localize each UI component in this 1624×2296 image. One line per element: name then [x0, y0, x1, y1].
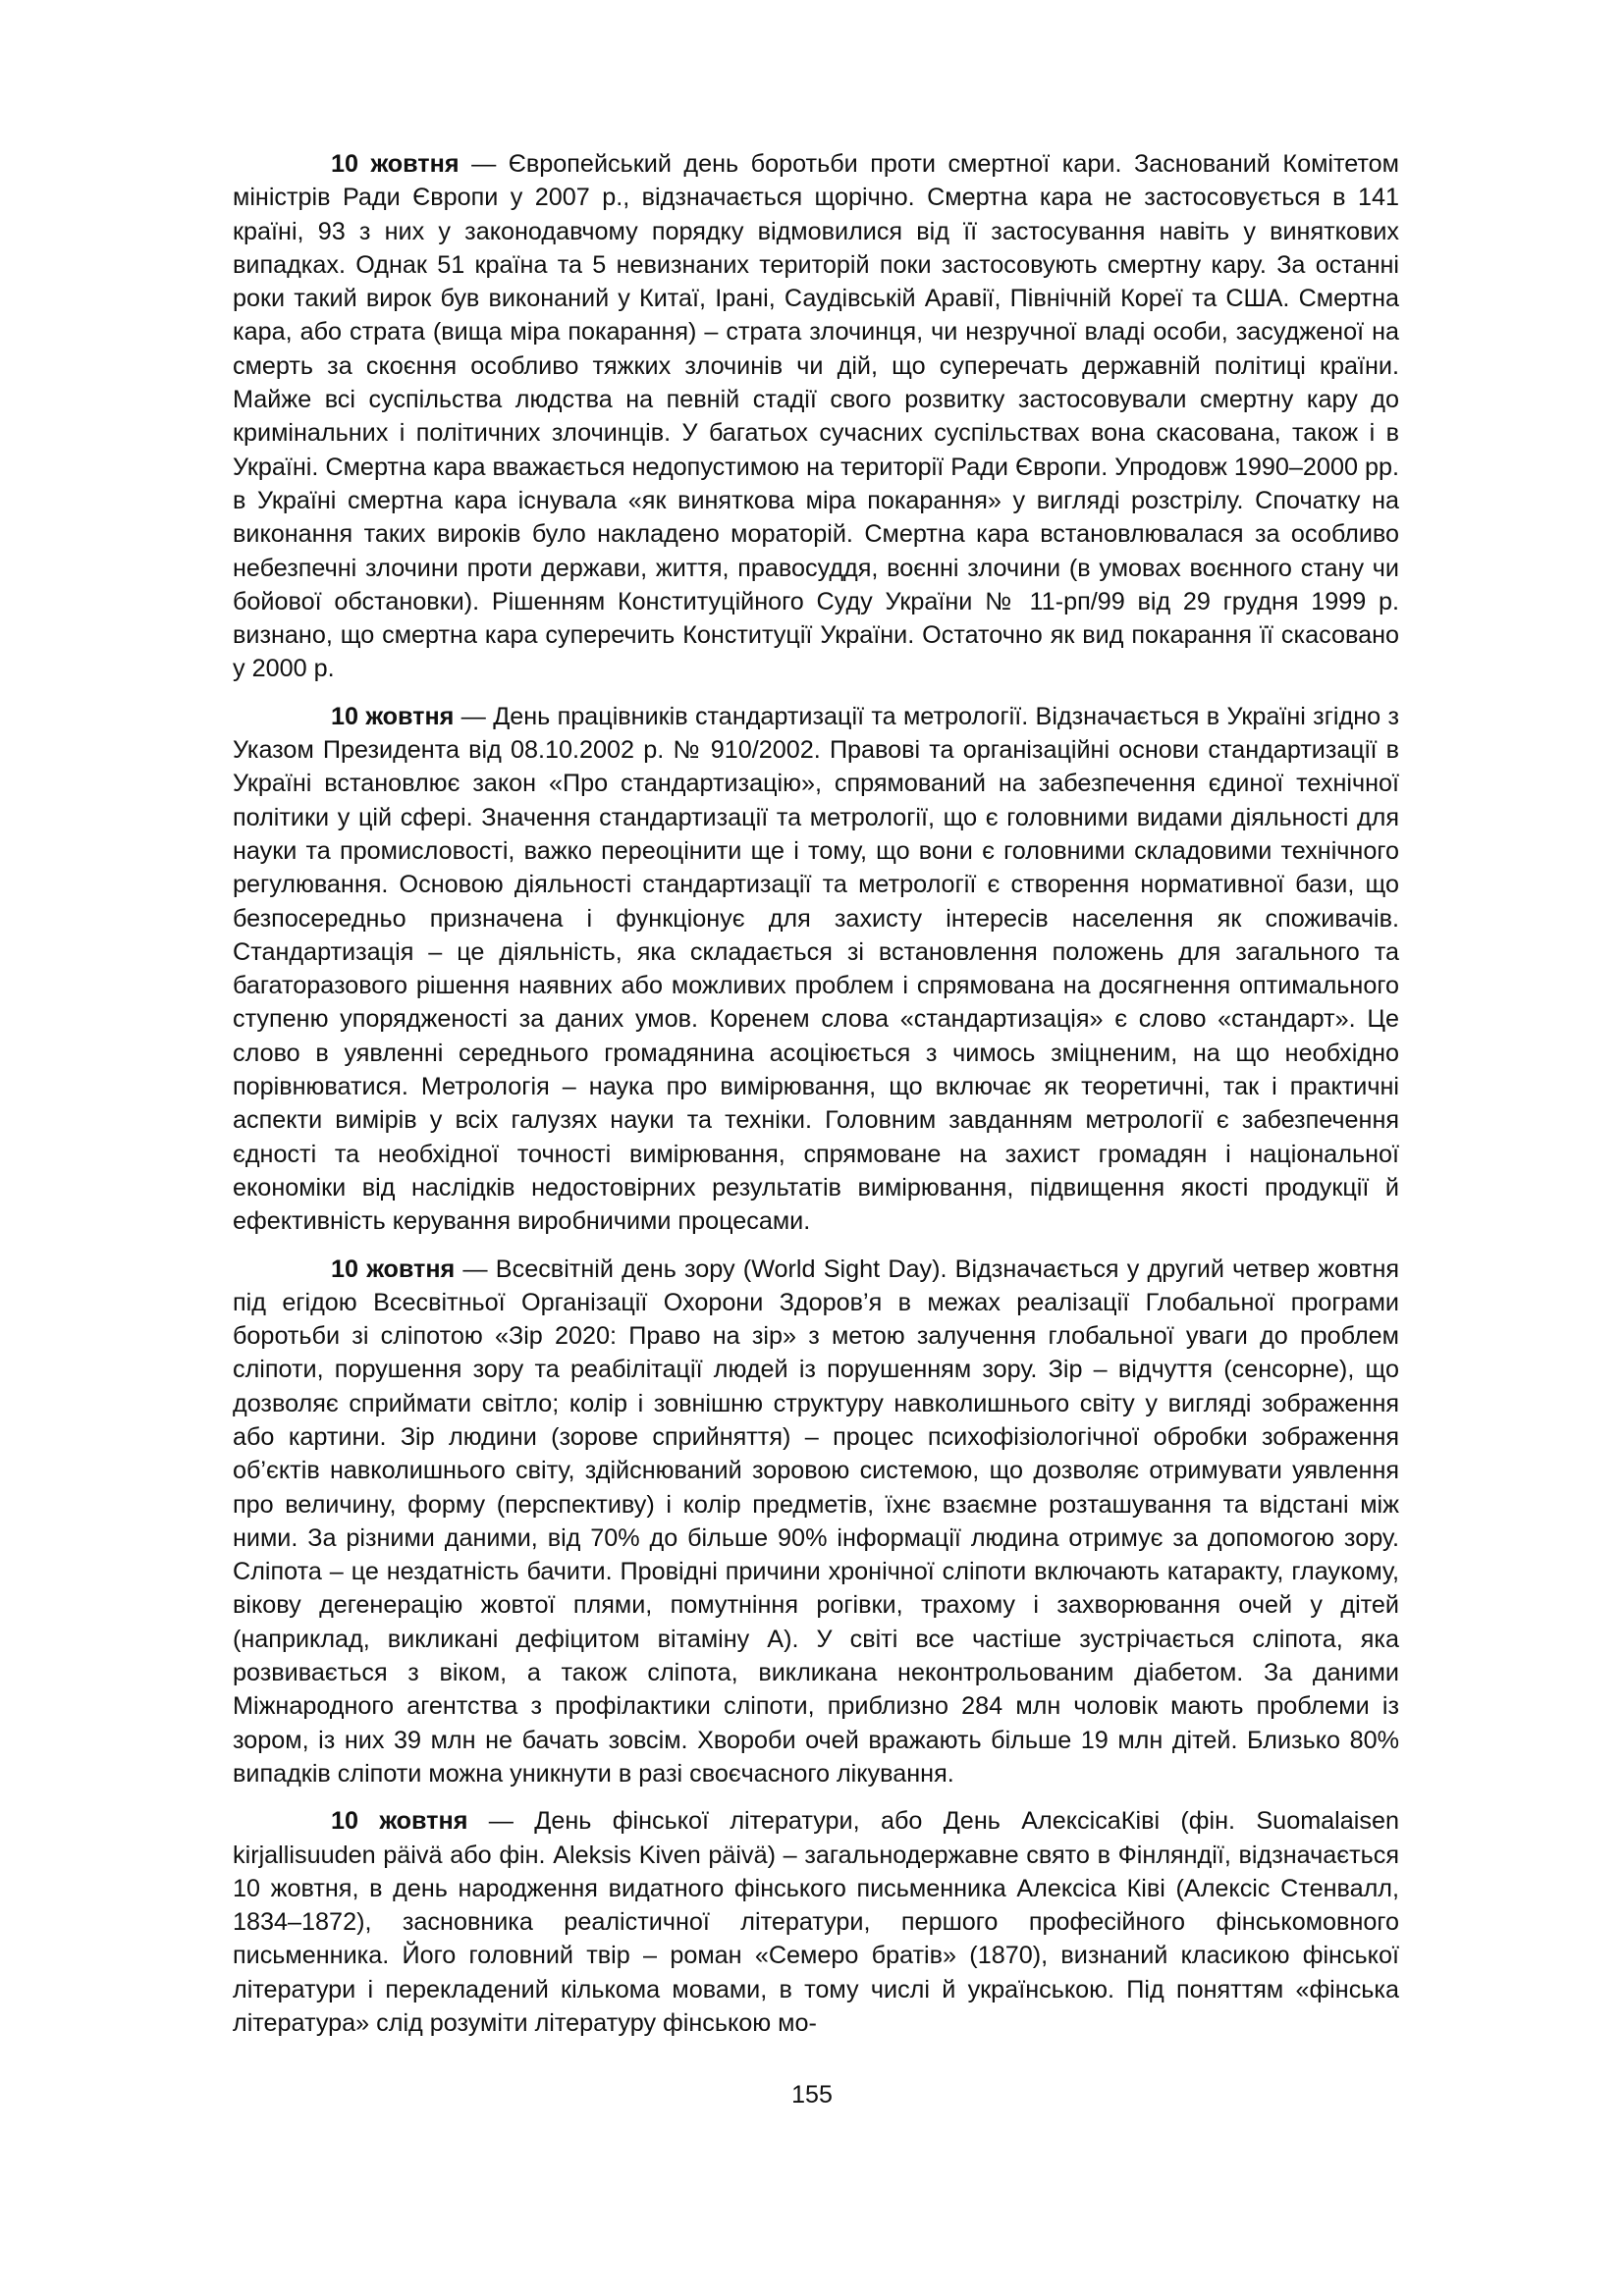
entry-date: 10 жовтня	[331, 1807, 468, 1836]
page-body	[233, 147, 1399, 2054]
entry-finnish-literature-day	[233, 1804, 1399, 2040]
entry-text: — Європейський день боротьби проти смертної кари. Заснований Комітетом міністрів Ради Європи у 2007 р., відзначається щорічно. Смертна кара не застосовується в 141 країні, 93 з них у законодавчому порядку відмовилися від її застосування навіть у виняткових випадках. Однак 51 країна та 5 невизнаних територій поки застосовують смертну кару. За останні роки такий вирок був виконаний у Китаї, Ірані, Саудівській Аравії, Північній Кореї та США. Смертна кара, або страта (вища міра покарання) – страта злочинця, чи незручної владі особи, засудженої на смерть за скоєння особливо тяжких злочинів чи дій, що суперечать державній політиці країни. Майже всі суспільства людства на певній стадії свого розвитку застосовували смертну кару до кримінальних і політичних злочинців. У багатьох сучасних суспільствах вона скасована, також і в Україні. Смертна кара вважається недопустимою на території Ради Європи. Упродовж 1990–2000 рр. в Україні смертна кара існувала «як виняткова міра покарання» у вигляді розстрілу. Спочатку на виконання таких вироків було накладено мораторій. Смертна кара встановлювалася за особливо небезпечні злочини проти держави, життя, правосуддя, воєнні злочини (в умовах воєнного стану чи бойової обстановки). Рішенням Конституційного Суду України № 11-рп/99 від 29 грудня 1999 р. визнано, що смертна кара суперечить Конституції України. Остаточно як вид покарання її скасовано у 2000 р.	[233, 150, 1399, 683]
entry-text: — День працівників стандартизації та метрології. Відзначається в Україні згідно з Указом Президента від 08.10.2002 р. № 910/2002. Правові та організаційні основи стандартизації в Україні встановлює закон «Про стандартизацію», спрямований на забезпечення єдиної технічної політики у цій сфері. Значення стандартизації та метрології, що є головними видами діяльності для науки та промисловості, важко переоцінити ще і тому, що вони є головними складовими технічного регулювання. Основою діяльності стандартизації та метрології є створення нормативної бази, що безпосередньо призначена і функціонує для захисту інтересів населення як споживачів. Стандартизація – це діяльність, яка складається зі встановлення положень для загального та багаторазового рішення наявних або можливих проблем і спрямована на досягнення оптимального ступеню упорядженості за даних умов. Коренем слова «стандартизація» є слово «стандарт». Це слово в уявленні середнього громадянина асоціюється з чимось зміцненим, на що необхідно порівнюватися. Метрологія – наука про вимірювання, що включає як теоретичні, так і практичні аспекти вимірів у всіх галузях науки та техніки. Головним завданням метрології є забезпечення єдності та необхідної точності вимірювання, спрямоване на захист громадян і національної економіки від наслідків недостовірних результатів вимірювання, підвищення якості продукції й ефективність керування виробничими процесами.	[233, 702, 1399, 1236]
entry-death-penalty-day	[233, 147, 1399, 686]
entry-date: 10 жовтня	[331, 702, 455, 730]
page-number: 155	[791, 2081, 833, 2109]
entry-text: — День фінської літератури, або День АлексісаКіві (фін. Suomalaisen kirjallisuuden päivä або фін. Aleksis Kiven päivä) – загальнодержавне свято в Фінляндії, відзначається 10 жовтня, в день народження видатного фінського письменника Алексіса Ківі (Алексіс Стенвалл, 1834–1872), засновника реалістичної літератури, першого професійного фінськомовного письменника. Його головний твір – роман «Семеро братів» (1870), визнаний класикою фінської літератури і перекладений кількома мовами, в тому числі й українською. Під поняттям «фінська література» слід розуміти літературу фінською мо-	[233, 1807, 1399, 2038]
entry-date: 10 жовтня	[331, 150, 460, 178]
entry-text: — Всесвітній день зору (World Sight Day). Відзначається у другий четвер жовтня під егідою Всесвітньої Організації Охорони Здоров’я в межах реалізації Глобальної програми боротьби зі сліпотою «Зір 2020: Право на зір» з метою залучення глобальної уваги до проблем сліпоти, порушення зору та реабілітації людей із порушенням зору. Зір – відчуття (сенсорне), що дозволяє сприймати світло; колір і зовнішню структуру навколишнього світу у вигляді зображення або картини. Зір людини (зорове сприйняття) – процес психофізіологічної обробки зображення об’єктів навколишнього світу, здійснюваний зоровою системою, що дозволяє отримувати уявлення про величину, форму (перспективу) і колір предметів, їхнє взаємне розташування та відстані між ними. За різними даними, від 70% до більше 90% інформації людина отримує за допомогою зору. Сліпота – це нездатність бачити. Провідні причини хронічної сліпоти включають катаракту, глаукому, вікову дегенерацію жовтої плями, помутніння рогівки, трахому і захворювання очей у дітей (наприклад, викликані дефіцитом вітаміну А). У світі все частіше зустрічається сліпота, яка розвивається з віком, а також сліпота, викликана неконтрольованим діабетом. За даними Міжнародного агентства з профілактики сліпоти, приблизно 284 млн чоловік мають проблеми із зором, із них 39 млн не бачать зовсім. Хвороби очей вражають більше 19 млн дітей. Близько 80% випадків сліпоти можна уникнути в разі своєчасного лікування.	[233, 1255, 1399, 1788]
entry-world-sight-day	[233, 1253, 1399, 1791]
entry-date: 10 жовтня	[331, 1255, 456, 1283]
entry-standardization-day	[233, 700, 1399, 1239]
